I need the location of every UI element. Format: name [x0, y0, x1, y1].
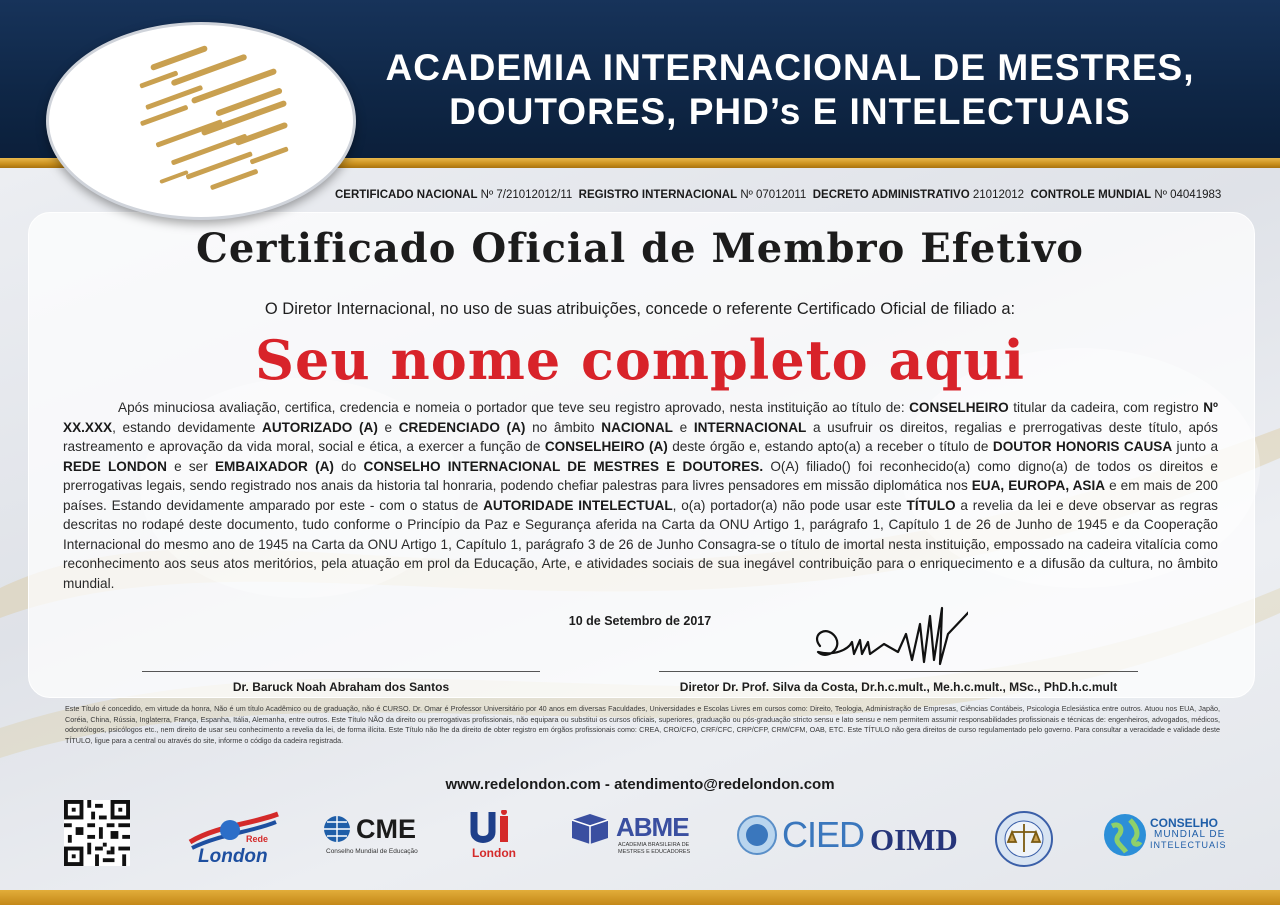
body-segment: CONSELHO INTERNACIONAL DE MESTRES E DOUTORES.	[363, 458, 764, 474]
body-segment: junto a	[1172, 439, 1219, 454]
signature-line-right	[659, 671, 1138, 672]
uni-emblem-icon	[470, 810, 520, 844]
oimd-label: OIMD	[870, 822, 958, 857]
body-segment: AUTORIZADO (A)	[262, 419, 378, 435]
body-segment: no âmbito	[525, 419, 602, 435]
holder-name: Seu nome completo aqui	[255, 328, 1025, 392]
conselho-mundial-logo[interactable]	[1102, 812, 1232, 862]
body-segment: EUA, EUROPA, ASIA	[971, 478, 1106, 493]
body-segment: DOUTOR HONORIS CAUSA	[992, 439, 1173, 454]
abme-label: ABME	[616, 812, 689, 842]
body-segment: e em mais de 200 países. Estando devidamente amparado por este - com o status de	[63, 478, 1218, 513]
cme-logo[interactable]	[322, 814, 432, 864]
body-segment: NACIONAL	[601, 419, 673, 435]
cied-logo[interactable]	[736, 814, 865, 858]
body-segment: AUTORIDADE INTELECTUAL	[483, 497, 673, 513]
cme-subtitle: Conselho Mundial de Educação	[326, 848, 418, 855]
signer-left-name: Dr. Baruck Noah Abraham dos Santos	[232, 680, 450, 694]
abme-logo[interactable]	[568, 812, 704, 864]
signer-right-name: Diretor Dr. Prof. Silva da Costa, Dr.h.c.mult., Me.h.c.mult., MSc., PhD.h.c.mult	[679, 680, 1118, 694]
abme-cube-icon	[568, 812, 614, 846]
body-segment: REDE LONDON	[63, 458, 167, 474]
body-segment: a usufruir os direitos, regalias e prerrogativas deste título, após rastreamento e aprovação da vida moral, social e ética, a exercer a função de	[63, 419, 1218, 454]
body-segment: CONSELHEIRO	[909, 400, 1009, 415]
globe-icon	[322, 814, 352, 844]
footer-gold-bar	[0, 890, 1280, 905]
body-segment: do	[333, 458, 364, 474]
body-segment: Após minuciosa avaliação, certifica, credencia e nomeia o portador que teve seu registro aprovado, nesta instituição ao título de:	[118, 400, 910, 415]
control-value: Nº 04041983	[1154, 189, 1222, 201]
body-segment: e	[377, 419, 399, 435]
rede-label: Rede	[246, 834, 269, 844]
uni-london-label: London	[472, 846, 516, 860]
body-segment: e ser	[166, 458, 215, 474]
academy-title	[340, 46, 1240, 134]
contact-line[interactable]: www.redelondon.com - atendimento@redelondon.com	[445, 776, 835, 793]
abme-subtitle-1: ACADEMIA BRASILEIRA DE	[618, 842, 690, 848]
body-segment: O(A) filiado() foi reconhecido(a) como digno(a) de todos os direitos e prerrogativas legais, sendo registrado nos anais da historia tal honraria, podendo chefiar palestras para livres pensadores em missão diplomática nos	[63, 458, 1218, 493]
academy-logo	[46, 22, 356, 220]
world-globe-icon	[1102, 812, 1148, 858]
body-segment: , estando devidamente	[112, 419, 263, 435]
london-label: London	[198, 846, 268, 867]
conselho-line3: INTELECTUAIS	[1150, 840, 1227, 850]
body-segment: , o(a) portador(a) não pode usar este	[672, 497, 907, 513]
body-segment: TÍTULO	[906, 497, 956, 513]
director-signature	[808, 594, 968, 674]
disclaimer-text: Este Título é concedido, em virtude da honra, Não é um título Acadêmico ou de graduação, não é CURSO. Dr. Omar é Professor Universitário por 40 anos em diversas Faculdades, Universidades e Escolas Livres em cursos como: Direito, Teologia, Administração de Empresas, Ciências Contábeis, Psicologia Eclesiástica entre outros. Atuou nos EUA, Japão, Coréia, China, Rússia, Inglaterra, França, Espanha, Itália, Alemanha, entre outros. Este Título NÃO da direito ou prerrogativas profissionais, não equipara ou substitui os cursos oficiais, superiores, graduação ou pós-graduação stricto sensu e lato sensu e nem permitem assumir responsabilidades profissionais e técnicas de: engenheiros, advogados, médicos, odontólogos, psicólogos etc., nem direito de usar seu conhecimento a revelia da lei, de forma ilícita. Este Título não lhe da direito de obter registro em órgãos profissionais como: CREA, CRO/CFO, CRF/CFC, CRP/CFP, CRM/CFM, OAB, ETC. Este TÍTULO não gera direitos de curso regulamentado pelo governo. Para consultar a veracidade e validade deste TÍTULO, ligue para a central ou através do site, informe o código da cadeira registrada.	[65, 704, 1220, 745]
decree-label: DECRETO ADMINISTRATIVO	[812, 189, 970, 201]
intro-text: O Diretor Internacional, no uso de suas atribuições, concede o referente Certificado Oficial de filiado a:	[264, 300, 1016, 318]
certificate-body-text	[63, 398, 1218, 593]
body-segment: e	[673, 419, 694, 435]
academy-title-line2: DOUTORES, PHD’s E INTELECTUAIS	[449, 91, 1131, 132]
body-segment: CONSELHEIRO (A)	[544, 439, 668, 454]
body-segment: Nº XX.XXX	[63, 400, 1218, 435]
registration-line	[335, 189, 1245, 201]
reg-value: Nº 07012011	[740, 189, 807, 201]
decree-value: 21012012	[972, 189, 1025, 201]
oimd-logo[interactable]	[870, 822, 960, 862]
cme-label: CME	[356, 814, 416, 844]
body-segment: CREDENCIADO (A)	[398, 419, 526, 435]
conselho-line1: CONSELHO	[1150, 816, 1219, 830]
issue-date	[0, 614, 1280, 628]
rede-london-logo[interactable]	[186, 808, 282, 870]
scales-of-justice-icon	[994, 810, 1054, 868]
cied-label: CIED	[782, 814, 865, 855]
footer-logos	[0, 798, 1280, 878]
qr-code-icon[interactable]	[63, 800, 131, 866]
body-segment: EMBAIXADOR (A)	[214, 458, 334, 474]
academy-title-line1: ACADEMIA INTERNACIONAL DE MESTRES,	[385, 47, 1195, 88]
body-segment: a revelia da lei e deve observar as regras descritas no rodapé deste documento, tudo conforme o Princípio da Paz e Segurança aferida na Carta da ONU Artigo 1, parágrafo 1, Capítulo 1 de 26 de Junho de 1945 e da Cooperação Internacional do mesmo ano de 1945 na Carta da ONU Artigo 1, Capítulo 1, parágrafo 3 de 26 de Junho Consagra-se o título de imortal nesta instituição, empossado na cadeira vitalícia como reconhecimento aos seus atos meritórios, pela atuação em prol da Educação, Arte, e atividades sociais de sua inegável contribuição para o enriquecimento e a difusão da cultura, no âmbito mundial.	[63, 497, 1218, 591]
cert-value: Nº 7/21012012/11	[480, 189, 573, 201]
body-segment: titular da cadeira, com registro	[1008, 400, 1204, 415]
body-segment: deste órgão e, estando apto(a) a receber o título de	[667, 439, 993, 454]
conselho-seal-logo[interactable]	[994, 810, 1058, 870]
conselho-line2: MUNDIAL DE	[1154, 829, 1226, 840]
gold-globe-icon	[49, 25, 353, 217]
abme-subtitle-2: MESTRES E EDUCADORES	[618, 849, 691, 855]
cert-label: CERTIFICADO NACIONAL	[335, 189, 478, 201]
signature-line-left	[142, 671, 540, 672]
control-label: CONTROLE MUNDIAL	[1030, 189, 1152, 201]
issue-date-text: 10 de Setembro de 2017	[568, 614, 712, 628]
certificate-title: Certificado Oficial de Membro Efetivo	[196, 225, 1084, 272]
cied-seal-icon	[736, 814, 778, 856]
uni-london-logo[interactable]	[470, 810, 526, 866]
body-segment: INTERNACIONAL	[693, 419, 807, 435]
reg-label: REGISTRO INTERNACIONAL	[578, 189, 738, 201]
